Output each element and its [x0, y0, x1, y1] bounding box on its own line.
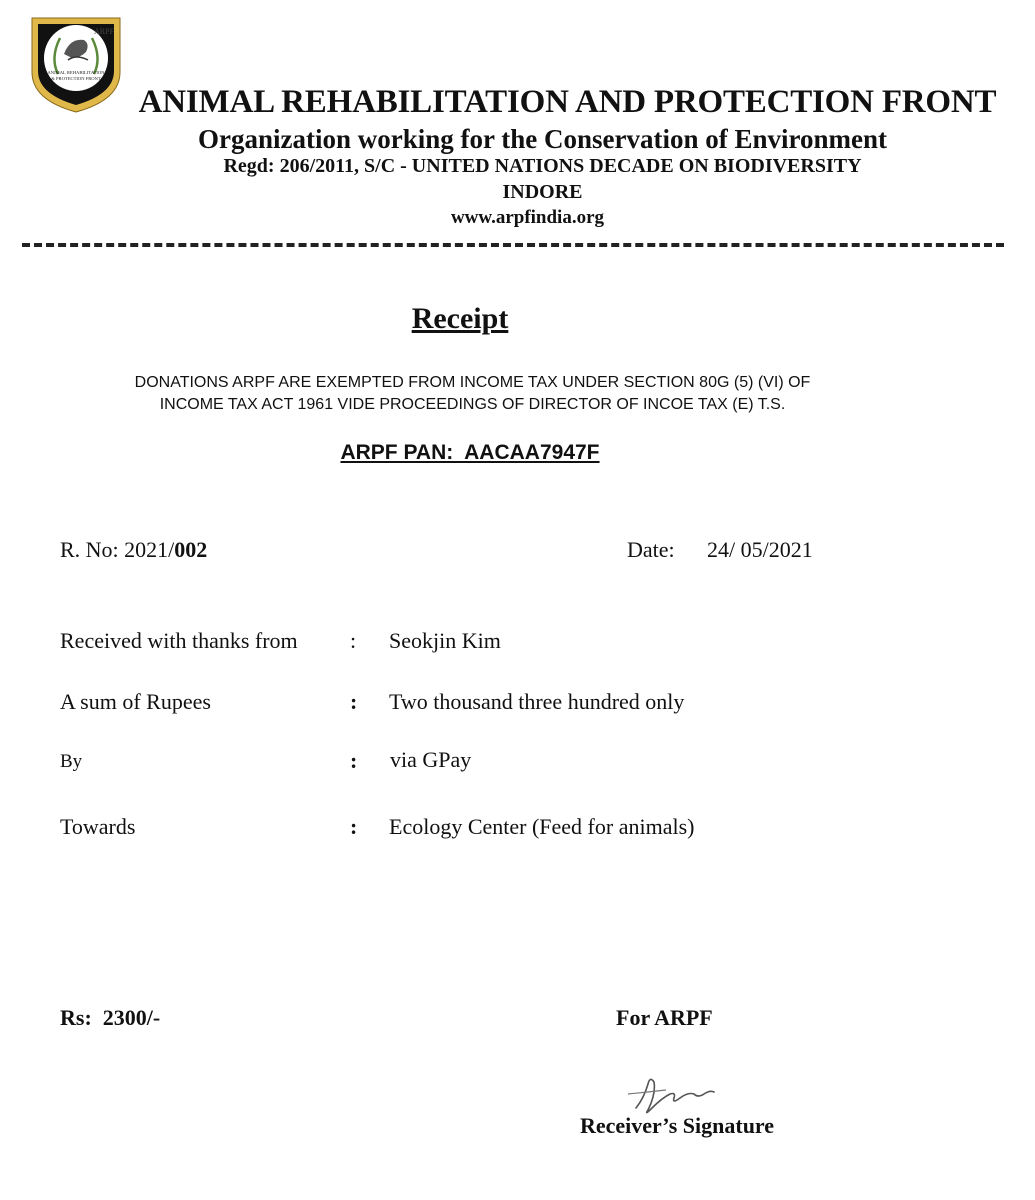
- organization-city: INDORE: [502, 181, 583, 203]
- logo-abbr: ARPF: [94, 27, 115, 36]
- organization-website: www.arpfindia.org: [450, 207, 605, 228]
- towards-colon: :: [350, 814, 358, 839]
- for-organization: For ARPF: [616, 1005, 713, 1030]
- receipt-number-label: R. No: 2021/: [60, 537, 175, 562]
- organization-name: ANIMAL REHABILITATION AND PROTECTION FRONT: [138, 84, 997, 120]
- date-label: Date:: [627, 537, 675, 562]
- amount-total: Rs: 2300/-: [60, 1005, 161, 1030]
- receiver-signature-label: Receiver’s Signature: [580, 1113, 775, 1138]
- receipt-title: Receipt: [411, 302, 509, 335]
- received-from-colon: :: [350, 628, 357, 653]
- receipt-number: [60, 537, 207, 563]
- receipt-number-value: 002: [174, 537, 208, 562]
- sum-colon: :: [350, 689, 358, 714]
- pan-number: ARPF PAN: AACAA7947F: [340, 441, 600, 464]
- handwritten-signature: [618, 1064, 730, 1120]
- organization-tagline: Organization working for the Conservation of Environment: [197, 124, 887, 154]
- by-label: By: [60, 751, 83, 772]
- sum-label: A sum of Rupees: [60, 689, 211, 714]
- towards-value: Ecology Center (Feed for animals): [389, 814, 695, 839]
- tax-exemption-line-2: INCOME TAX ACT 1961 VIDE PROCEEDINGS OF DIRECTOR OF INCOE TAX (E) T.S.: [159, 396, 786, 413]
- towards-label: Towards: [60, 814, 136, 839]
- tax-exemption-line-1: DONATIONS ARPF ARE EXEMPTED FROM INCOME TAX UNDER SECTION 80G (5) (VI) OF: [134, 374, 811, 391]
- sum-value: Two thousand three hundred only: [389, 689, 685, 714]
- header-divider: [22, 243, 1004, 247]
- by-colon: :: [350, 748, 358, 773]
- logo-name-line2: & PROTECTION FRONT: [51, 76, 101, 81]
- registration-line: Regd: 206/2011, S/C - UNITED NATIONS DECADE ON BIODIVERSITY: [223, 155, 862, 177]
- tax-exemption-note: [0, 372, 945, 416]
- by-value: via GPay: [390, 747, 472, 772]
- logo-name-line1: ANIMAL REHABILITATION: [47, 70, 105, 75]
- date-value: 24/ 05/2021: [707, 537, 813, 562]
- received-from-label: Received with thanks from: [60, 628, 298, 653]
- received-from-value: Seokjin Kim: [389, 628, 501, 653]
